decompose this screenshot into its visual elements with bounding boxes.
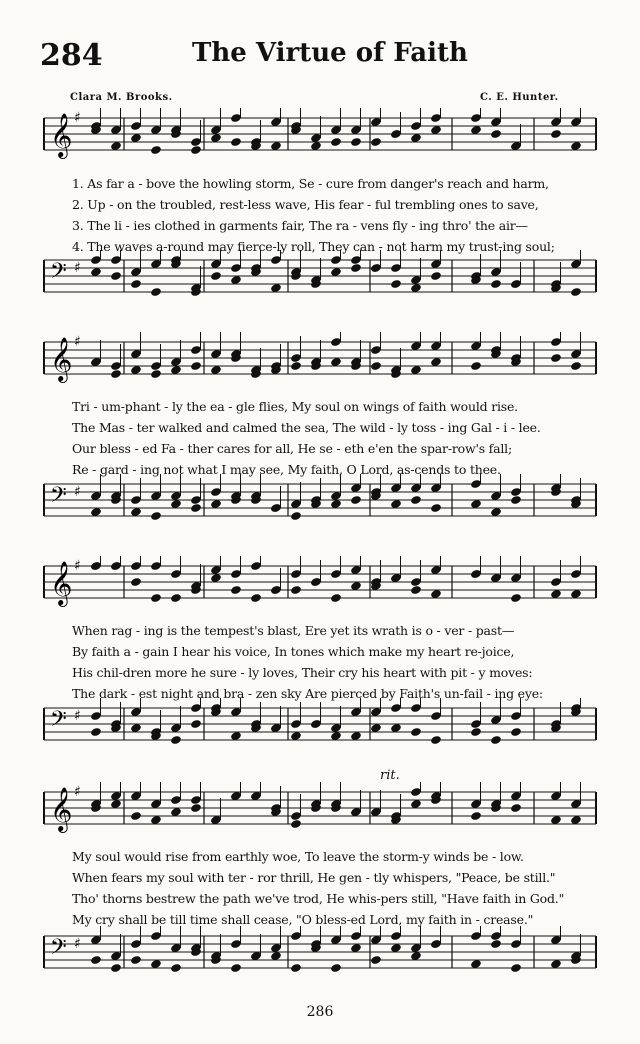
note-head <box>350 495 362 505</box>
note-head <box>550 353 562 363</box>
note-head <box>390 279 402 289</box>
note-head <box>330 963 342 973</box>
note-head <box>290 511 302 521</box>
bass-clef-icon: 𝄢 <box>50 935 67 965</box>
note-head <box>110 369 122 379</box>
key-signature-sharp-icon: ♯ <box>74 260 81 276</box>
hymn-number: 284 <box>40 38 103 73</box>
lyric-verse-1: Tri - um-phant - ly the ea - gle flies, My soul on wings of faith would rise. <box>72 399 518 414</box>
note-head <box>490 279 502 289</box>
composer-credit: C. E. Hunter. <box>480 92 559 103</box>
note-head <box>470 361 482 371</box>
treble-clef-icon: 𝄞 <box>50 113 73 157</box>
bass-staff-system-2 <box>40 474 600 540</box>
lyric-verse-2: 2. Up - on the troubled, rest-less wave, His fear - ful trembling ones to save, <box>72 197 539 212</box>
note-head <box>150 369 162 379</box>
note-head <box>290 585 302 595</box>
page-number: 286 <box>306 1004 334 1020</box>
lyric-verse-3: Tho' thorns bestrew the path we've trod, He whis-pers still, "Have faith in God." <box>72 891 565 906</box>
ritardando-mark: rit. <box>380 768 400 783</box>
note-head <box>90 727 102 737</box>
note-head <box>190 503 202 513</box>
key-signature-sharp-icon: ♯ <box>74 334 81 350</box>
lyric-verse-4: My cry shall be till time shall cease, "O bless-ed Lord, my faith in - crease." <box>72 912 534 927</box>
treble-staff-system-3 <box>40 556 600 622</box>
treble-clef-icon: 𝄞 <box>50 337 73 381</box>
treble-staff-system-1 <box>40 108 600 174</box>
note-head <box>470 811 482 821</box>
treble-clef-icon: 𝄞 <box>50 787 73 831</box>
note-head <box>210 271 222 281</box>
bass-staff-system-1 <box>40 250 600 316</box>
note-head <box>170 963 182 973</box>
note-head <box>190 719 202 729</box>
note-head <box>150 287 162 297</box>
note-head <box>230 963 242 973</box>
note-head <box>150 145 162 155</box>
lyric-verse-3: Our bless - ed Fa - ther cares for all, He se - eth e'en the spar-row's fall; <box>72 441 512 456</box>
treble-clef-icon: 𝄞 <box>50 561 73 605</box>
note-head <box>470 727 482 737</box>
note-head <box>130 955 142 965</box>
note-head <box>430 735 442 745</box>
note-head <box>430 503 442 513</box>
note-head <box>410 727 422 737</box>
note-head <box>370 361 382 371</box>
key-signature-sharp-icon: ♯ <box>74 484 81 500</box>
note-head <box>430 271 442 281</box>
key-signature-sharp-icon: ♯ <box>74 708 81 724</box>
bass-staff-system-3 <box>40 698 600 764</box>
lyric-verse-1: 1. As far a - bove the howling storm, Se - cure from danger's reach and harm, <box>72 176 549 191</box>
note-head <box>510 963 522 973</box>
lyric-verse-2: The Mas - ter walked and calmed the sea, The wild - ly toss - ing Gal - i - lee. <box>72 420 541 435</box>
treble-staff-system-4 <box>40 782 600 848</box>
note-head <box>410 585 422 595</box>
note-head <box>190 361 202 371</box>
bass-staff-system-4 <box>40 926 600 992</box>
note-head <box>290 361 302 371</box>
note-head <box>370 955 382 965</box>
note-head <box>490 735 502 745</box>
key-signature-sharp-icon: ♯ <box>74 784 81 800</box>
lyric-verse-3: His chil-dren more he sure - ly loves, Their cry his heart with pit - y moves: <box>72 665 533 680</box>
note-head <box>330 137 342 147</box>
note-head <box>510 727 522 737</box>
note-head <box>570 287 582 297</box>
note-head <box>90 955 102 965</box>
lyrics-system-1 <box>72 173 594 257</box>
note-head <box>510 495 522 505</box>
note-head <box>350 137 362 147</box>
lyric-verse-4: The dark - est night and bra - zen sky Are pierced by Faith's un-fail - ing eye: <box>72 686 543 701</box>
note-head <box>370 137 382 147</box>
lyric-verse-4: Re - gard - ing not what I may see, My faith, O Lord, as-cends to thee. <box>72 462 501 477</box>
lyric-verse-2: By faith a - gain I hear his voice, In tones which make my heart re-joice, <box>72 644 515 659</box>
note-head <box>170 593 182 603</box>
note-head <box>290 963 302 973</box>
lyric-verse-1: My soul would rise from earthly woe, To leave the storm-y winds be - low. <box>72 849 524 864</box>
note-head <box>510 803 522 813</box>
note-head <box>350 263 362 273</box>
note-head <box>510 593 522 603</box>
hymn-title: The Virtue of Faith <box>192 38 468 68</box>
note-head <box>130 811 142 821</box>
note-head <box>230 585 242 595</box>
lyrics-system-2 <box>72 396 594 480</box>
lyric-verse-4: 4. The waves a-round may fierce-ly roll, They can - not harm my trust-ing soul; <box>72 239 555 254</box>
note-head <box>230 137 242 147</box>
author-credit: Clara M. Brooks. <box>70 92 173 103</box>
bass-clef-icon: 𝄢 <box>50 259 67 289</box>
note-head <box>570 361 582 371</box>
lyrics-system-3 <box>72 620 594 704</box>
note-head <box>290 819 302 829</box>
note-head <box>190 803 202 813</box>
note-head <box>410 495 422 505</box>
treble-staff-system-2 <box>40 332 600 398</box>
note-head <box>130 577 142 587</box>
note-head <box>250 593 262 603</box>
note-head <box>150 511 162 521</box>
note-head <box>490 939 502 949</box>
note-head <box>490 129 502 139</box>
note-head <box>330 593 342 603</box>
lyric-verse-1: When rag - ing is the tempest's blast, Ere yet its wrath is o - ver - past— <box>72 623 515 638</box>
note-head <box>150 593 162 603</box>
key-signature-sharp-icon: ♯ <box>74 558 81 574</box>
bass-clef-icon: 𝄢 <box>50 707 67 737</box>
note-head <box>110 963 122 973</box>
key-signature-sharp-icon: ♯ <box>74 110 81 126</box>
lyric-verse-3: 3. The li - ies clothed in garments fair, The ra - vens fly - ing thro' the air— <box>72 218 528 233</box>
note-head <box>190 145 202 155</box>
lyric-verse-2: When fears my soul with ter - ror thrill, He gen - tly whispers, "Peace, be still." <box>72 870 556 885</box>
note-head <box>130 279 142 289</box>
key-signature-sharp-icon: ♯ <box>74 936 81 952</box>
bass-clef-icon: 𝄢 <box>50 483 67 513</box>
lyrics-system-4 <box>72 846 594 930</box>
note-head <box>170 735 182 745</box>
note-head <box>550 129 562 139</box>
note-head <box>110 271 122 281</box>
